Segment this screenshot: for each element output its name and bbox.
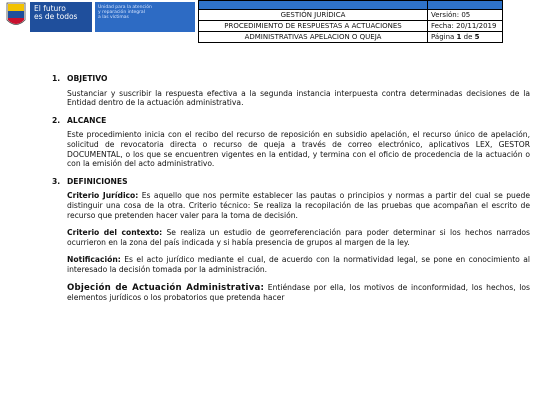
page-of: de: [461, 33, 475, 41]
definition-item: [67, 191, 530, 220]
definition-item: [67, 228, 530, 247]
alcance-paragraph: Este procedimiento inicia con el recibo del recurso de reposición en subsidio apelación, el recurso único de apelación, solicitud de revocatoria directa o recurso de queja a través de correo electrónico, aplicativos LEX, GESTOR DOCUMENTAL, o los que se encuentren vigentes en la entidad, y termina con el oficio de procedencia de la actuación o con la emisión del acto administrativo.: [67, 130, 530, 169]
procedure-title-2: ADMINISTRATIVAS APELACION O QUEJA: [199, 32, 428, 43]
objetivo-paragraph: Sustanciar y suscribir la respuesta efectiva a la segunda instancia interpuesta contra determinadas decisiones de la Entidad dentro de la actuación administrativa.: [67, 88, 530, 108]
section-number: 1.: [52, 74, 61, 83]
page-number: 1: [456, 33, 462, 41]
unit-text: Unidad para la atención y reparación integral a las víctimas: [98, 5, 152, 20]
area-title: GESTIÓN JURÍDICA: [199, 10, 428, 21]
header-table: [198, 0, 503, 43]
logo-area: [0, 0, 200, 48]
page-total: 5: [474, 33, 480, 41]
section-number: 3.: [52, 176, 61, 186]
procedure-title-1: PROCEDIMIENTO DE RESPUESTAS A ACTUACIONES: [199, 21, 428, 32]
section-title-alcance: [52, 116, 530, 126]
definition-term: Objeción de Actuación Administrativa:: [67, 282, 265, 293]
colombia-shield-icon: [6, 2, 26, 28]
definition-text: Entiéndase por ella, los motivos de inconformidad, los hechos, los elementos jurídicos o los probatorios que pretenda hacer: [67, 282, 530, 303]
definition-term: Criterio del contexto:: [67, 228, 163, 238]
section-heading: OBJETIVO: [67, 74, 108, 83]
date-cell: Fecha: 20/11/2019: [428, 21, 503, 32]
definition-text: Es aquello que nos permite establecer las pautas o principios y normas a partir del cual se puede distinguir una cosa de la otra. Criterio técnico: Se realiza la recopilación de las pruebas que acompañan el escrito de recurso que pretenden hacer valer para la toma de decisión.: [67, 191, 530, 220]
brand-logo: [30, 2, 92, 32]
section-heading: DEFINICIONES: [67, 176, 128, 186]
section-title-objetivo: [52, 74, 530, 84]
header-color-band: [199, 1, 428, 10]
definition-item: [67, 283, 530, 303]
unit-logo: [95, 2, 195, 32]
section-title-definiciones: [52, 177, 530, 187]
document-header: [0, 0, 560, 50]
definition-term: Criterio Jurídico:: [67, 191, 139, 201]
section-heading: ALCANCE: [67, 115, 107, 125]
definition-text: Se realiza un estudio de georreferenciación para poder determinar si los hechos narrados ocurrieron en la zona del país indicada y si había presencia de grupos al margen de la ley.: [67, 228, 530, 247]
definition-term: Notificación:: [67, 255, 121, 265]
document-body: [52, 74, 530, 311]
version-cell: Versión: 05: [428, 10, 503, 21]
definition-text: Es el acto jurídico mediante el cual, de acuerdo con la normatividad legal, se pone en conocimiento al interesado la decisión tomada por la administración.: [67, 255, 530, 274]
brand-text: El futuro es de todos: [34, 4, 78, 21]
page-cell: [428, 32, 503, 43]
header-color-band-right: [428, 1, 503, 10]
section-number: 2.: [52, 115, 61, 125]
page-prefix: Página: [431, 33, 457, 41]
definition-item: [67, 255, 530, 274]
